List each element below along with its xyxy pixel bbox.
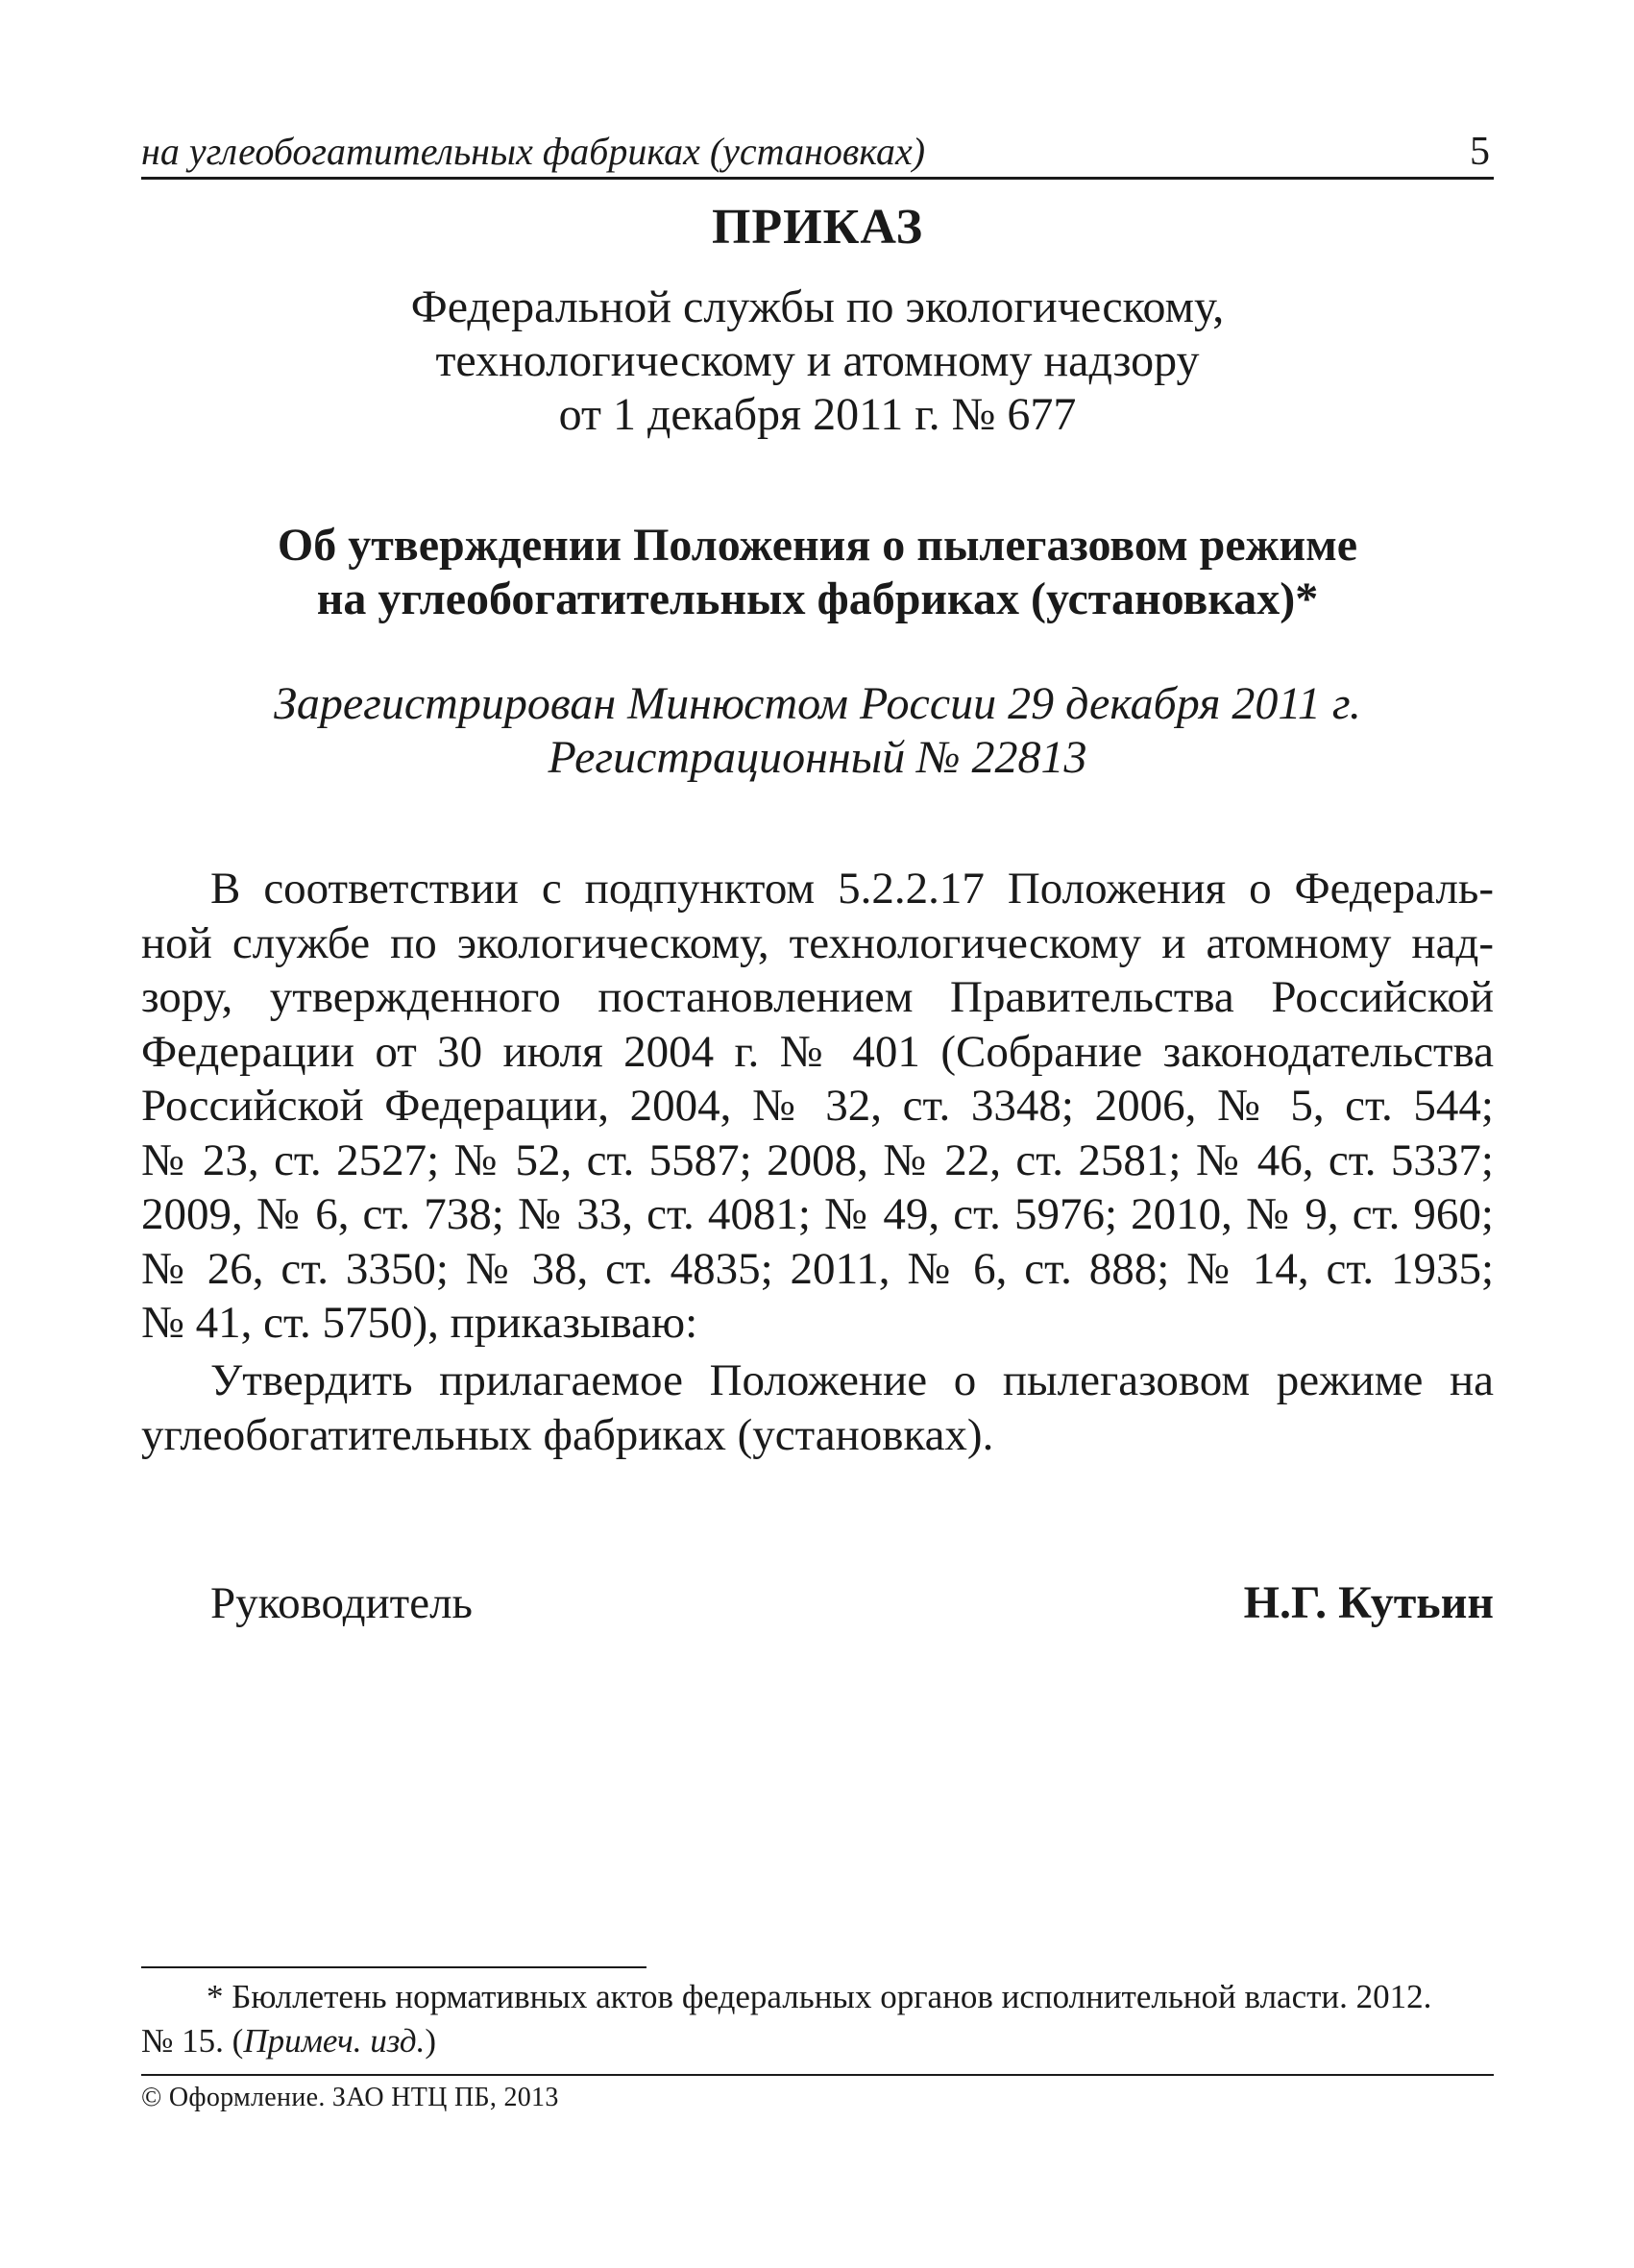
document-type-title: ПРИКАЗ: [711, 200, 924, 255]
subject-line: на углеобогатительных фабриках (установках)*: [316, 573, 1319, 624]
footnote-line: [141, 2019, 1494, 2063]
paragraph-line: зору, утвержденного постановлением Правительства Российской: [141, 972, 1494, 1022]
paragraph-line: В соответствии с подпунктом 5.2.2.17 Положения о Федераль-: [210, 864, 1494, 914]
copyright-notice: © Оформление. ЗАО НТЦ ПБ, 2013: [141, 2083, 559, 2112]
issuer-line: Федеральной службы по экологическому,: [410, 281, 1225, 332]
footnote-editor-note: Примеч. изд.: [243, 2022, 426, 2060]
registration-line: Зарегистрирован Минюстом России 29 декабря 2011 г.: [274, 678, 1361, 729]
paragraph-line: № 23, ст. 2527; № 52, ст. 5587; 2008, № 22, ст. 2581; № 46, ст. 5337;: [141, 1134, 1494, 1185]
footnote-divider: [141, 1966, 646, 1968]
paragraph-line: № 41, ст. 5750), приказываю:: [141, 1298, 698, 1348]
issuer-line: технологическому и атомному надзору: [435, 335, 1200, 386]
signature-name: Н.Г. Кутьин: [1243, 1577, 1494, 1628]
paragraph-line: 2009, № 6, ст. 738; № 33, ст. 4081; № 49, ст. 5976; 2010, № 9, ст. 960;: [141, 1189, 1494, 1239]
registration-note: [141, 677, 1494, 785]
order-paragraph: [141, 1353, 1494, 1462]
registration-number: Регистрационный № 22813: [548, 732, 1087, 783]
running-header: [141, 129, 1494, 180]
signature-role: Руководитель: [210, 1578, 473, 1628]
subject-heading: [141, 519, 1494, 626]
paragraph-line: Утвердить прилагаемое Положение о пылегазовом режиме на: [210, 1355, 1494, 1405]
copyright-divider: [141, 2074, 1494, 2076]
paragraph-line: ной службе по экологическому, технологическому и атомному над-: [141, 917, 1494, 968]
issuer-block: [141, 280, 1494, 442]
footnote-line: * Бюллетень нормативных актов федеральных органов исполнительной власти. 2012.: [207, 1978, 1432, 2015]
paragraph-line: Федерации от 30 июля 2004 г. № 401 (Собрание законодательства: [141, 1026, 1494, 1077]
footnote-close: ): [425, 2022, 436, 2060]
subject-line: Об утверждении Положения о пылегазовом режиме: [277, 520, 1358, 571]
paragraph-line: № 26, ст. 3350; № 38, ст. 4835; 2011, № 6, ст. 888; № 14, ст. 1935;: [141, 1243, 1494, 1294]
running-title: на углеобогатительных фабриках (установках): [141, 130, 926, 173]
preamble-paragraph: [141, 862, 1494, 1351]
paragraph-line: Российской Федерации, 2004, № 32, ст. 3348; 2006, № 5, ст. 544;: [141, 1081, 1494, 1131]
paragraph-line: углеобогатительных фабриках (установках).: [141, 1409, 994, 1460]
page-number: 5: [1470, 130, 1490, 174]
footnote: [141, 1975, 1494, 2063]
footnote-issue: № 15. (: [141, 2022, 244, 2060]
order-date-number: от 1 декабря 2011 г. № 677: [558, 389, 1077, 440]
